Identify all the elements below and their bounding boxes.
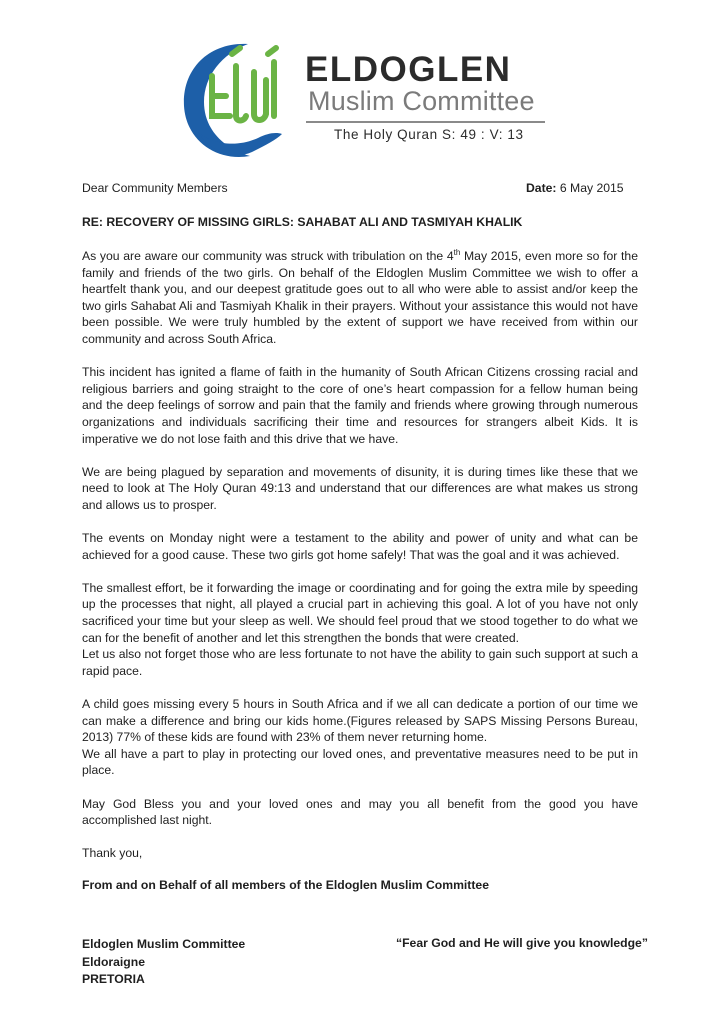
signature-line-1: Eldoglen Muslim Committee: [82, 937, 246, 951]
paragraph-1: As you are aware our community was struck with tribulation on the 4th May 2015, even more so for the family and friends of the two girls. On behalf of the Eldoglen Muslim Committee we wish to offer a heartfelt thank you, and our deepest gratitude goes out to all who were able to assist and/or keep the two girls Sahabat Ali and Tasmiyah Khalik in their prayers. Without your assistance this would not have been possible. We were truly humbled by the extent of support we have received from within our community and across South Africa.: [82, 247, 638, 346]
org-subtitle: Muslim Committee: [308, 86, 535, 116]
date-value: 6 May 2015: [559, 181, 624, 195]
quran-reference: The Holy Quran S: 49 : V: 13: [334, 127, 524, 142]
paragraph-8: We all have a part to play in protecting our loved ones, and preventative measures need to be put in place.: [82, 746, 638, 778]
letter-date: [526, 181, 624, 195]
closing-thanks: Thank you,: [82, 846, 143, 860]
paragraph-2: This incident has ignited a flame of faith in the humanity of South African Citizens crossing racial and religious barriers and going straight to the core of one’s heart compassion for a fellow human being and the deep feelings of sorrow and pain that the family and friends where growing through numerous organizations and individuals sacrificing their time and resources for strangers albeit Kids. It is imperative we do not lose faith and this drive that we have.: [82, 365, 638, 446]
closing-behalf: From and on Behalf of all members of the Eldoglen Muslim Committee: [82, 878, 489, 892]
letter-body: [82, 248, 638, 829]
paragraph-9: May God Bless you and your loved ones and may you all benefit from the good you have accomplished last night.: [82, 796, 638, 828]
salutation: Dear Community Members: [82, 181, 228, 195]
signature-line-2: Eldoraigne: [82, 954, 145, 969]
eldoglen-logo-icon: [178, 36, 290, 164]
closing-quote: “Fear God and He will give you knowledge”: [396, 936, 648, 950]
date-label: Date:: [526, 181, 557, 195]
signature-line-3: PRETORIA: [82, 972, 145, 986]
subject-line: RE: RECOVERY OF MISSING GIRLS: SAHABAT ALI AND TASMIYAH KHALIK: [82, 215, 523, 229]
paragraph-3: We are being plagued by separation and movements of disunity, it is during times like these that we need to look at The Holy Quran 49:13 and understand that our differences are what makes us strong and allows us to prosper.: [82, 464, 638, 512]
paragraph-6: Let us also not forget those who are less fortunate to not have the ability to gain such support at such a rapid pace.: [82, 647, 638, 678]
paragraph-5: The smallest effort, be it forwarding the image or coordinating and for going the extra mile by speeding up the processes that night, all played a crucial part in achieving this goal. A lot of you have not only sacrificed your time but your sleep as well. We should feel proud that we stood together to do what we can for the benefit of another and let this strengthen the bonds that were created.: [82, 580, 638, 645]
signature-block: [82, 936, 245, 989]
paragraph-4: The events on Monday night were a testament to the ability and power of unity and what can be achieved for a good cause. These two girls got home safely! That was the goal and it was achieved.: [82, 531, 638, 562]
org-name: ELDOGLEN: [305, 50, 512, 89]
paragraph-7: A child goes missing every 5 hours in South Africa and if we all can dedicate a portion of our time we can make a difference and bring our kids home.(Figures released by SAPS Missing Persons Bureau, 2013) 77% of these kids are found with 23% of them never returning home.: [82, 697, 638, 745]
header-divider: [306, 121, 545, 123]
